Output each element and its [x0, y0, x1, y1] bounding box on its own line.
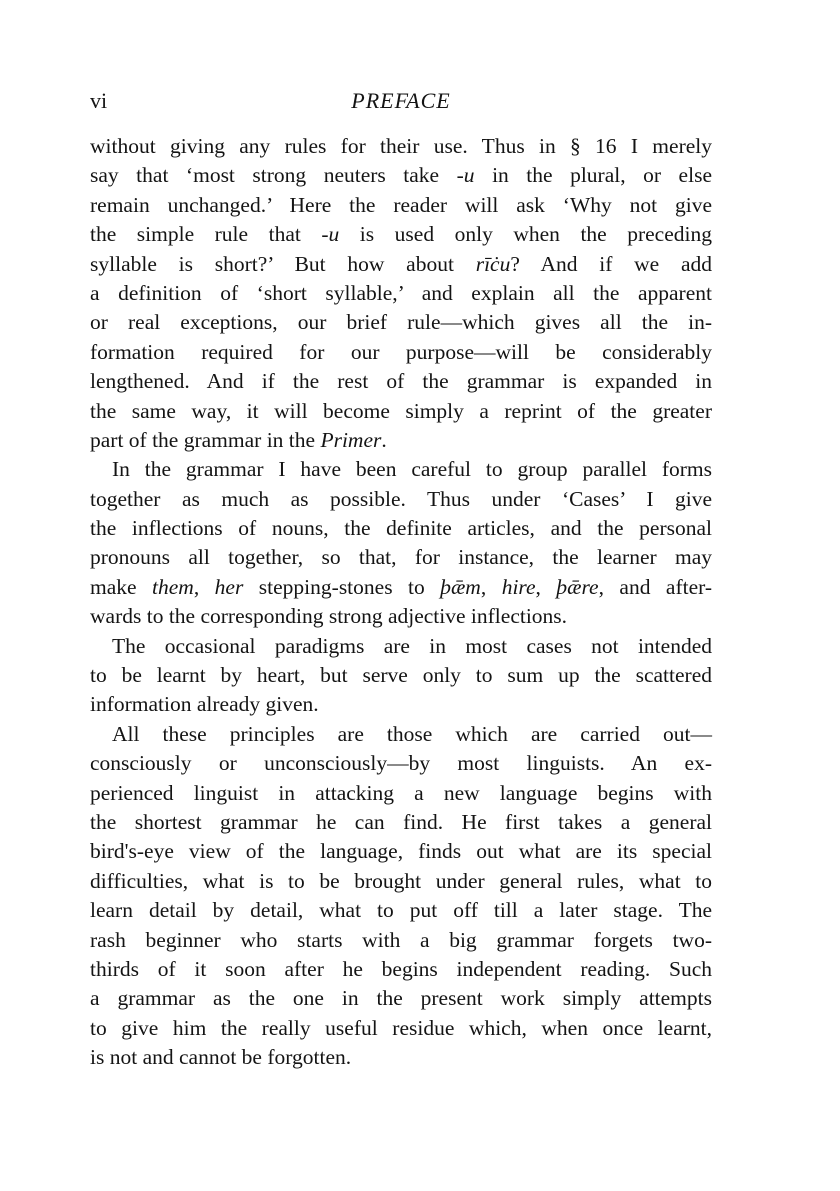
text-line: lengthened. And if the rest of the grammar is expanded in: [90, 369, 712, 394]
text-line: say that ‘most strong neuters take -u in the plural, or else: [90, 163, 712, 188]
italic-word: -u: [456, 163, 475, 188]
italic-word: rīċu: [475, 251, 511, 276]
text-line: In the grammar I have been careful to group parallel forms: [112, 457, 712, 482]
text-line: syllable is short?’ But how about rīċu? And if we add: [90, 251, 712, 276]
text-line: part of the grammar in the Primer.: [90, 427, 387, 452]
text-line: difficulties, what is to be brought under general rules, what to: [90, 868, 712, 893]
text-line: make them, her stepping-stones to þǣm, hire, þǣre, and after-: [90, 574, 713, 599]
text-line: the shortest grammar he can find. He first takes a general: [90, 809, 712, 834]
text-line: bird's-eye view of the language, finds out what are its special: [90, 839, 712, 864]
text-line: the same way, it will become simply a reprint of the greater: [90, 398, 712, 423]
text-line: the inflections of nouns, the definite articles, and the personal: [90, 516, 712, 541]
italic-word: hire: [501, 574, 536, 599]
text-line: perienced linguist in attacking a new language begins with: [90, 780, 712, 805]
italic-word: þǣre: [556, 574, 599, 599]
text-line: a grammar as the one in the present work simply attempts: [90, 986, 712, 1011]
page-number: vi: [90, 88, 108, 113]
text-line: without giving any rules for their use. Thus in § 16 I merely: [90, 134, 712, 158]
text-line: The occasional paradigms are in most cases not intended: [112, 633, 712, 658]
text-line: is not and cannot be forgotten.: [90, 1045, 352, 1070]
text-line: together as much as possible. Thus under ‘Cases’ I give: [90, 486, 712, 511]
running-head: [90, 88, 712, 118]
text-line: or real exceptions, our brief rule—which gives all the in-: [90, 310, 712, 335]
text-line: remain unchanged.’ Here the reader will ask ‘Why not give: [90, 192, 712, 217]
italic-word: þǣm: [440, 574, 481, 599]
text-line: to give him the really useful residue which, when once learnt,: [90, 1015, 712, 1040]
text-line: learn detail by detail, what to put off till a later stage. The: [90, 898, 712, 923]
italic-word: Primer: [320, 427, 382, 452]
text-line: the simple rule that -u is used only when the preceding: [90, 222, 712, 247]
italic-word: them: [152, 574, 194, 599]
running-title: PREFACE: [351, 88, 451, 113]
text-line: All these principles are those which are carried out—: [112, 721, 712, 746]
body-text: [90, 132, 712, 1073]
text-line: rash beginner who starts with a big grammar forgets two-: [90, 927, 712, 952]
text-line: thirds of it soon after he begins independent reading. Such: [90, 956, 712, 981]
text-line: to be learnt by heart, but serve only to sum up the scattered: [90, 663, 712, 688]
text-line: pronouns all together, so that, for instance, the learner may: [90, 545, 712, 570]
text-line: information already given.: [90, 692, 319, 717]
italic-word: her: [214, 574, 244, 599]
italic-word: -u: [321, 222, 340, 247]
text-line: formation required for our purpose—will be considerably: [90, 339, 712, 364]
text-line: consciously or unconsciously—by most linguists. An ex-: [90, 751, 712, 776]
text-line: wards to the corresponding strong adjective inflections.: [90, 604, 568, 629]
text-line: a definition of ‘short syllable,’ and explain all the apparent: [90, 280, 712, 305]
